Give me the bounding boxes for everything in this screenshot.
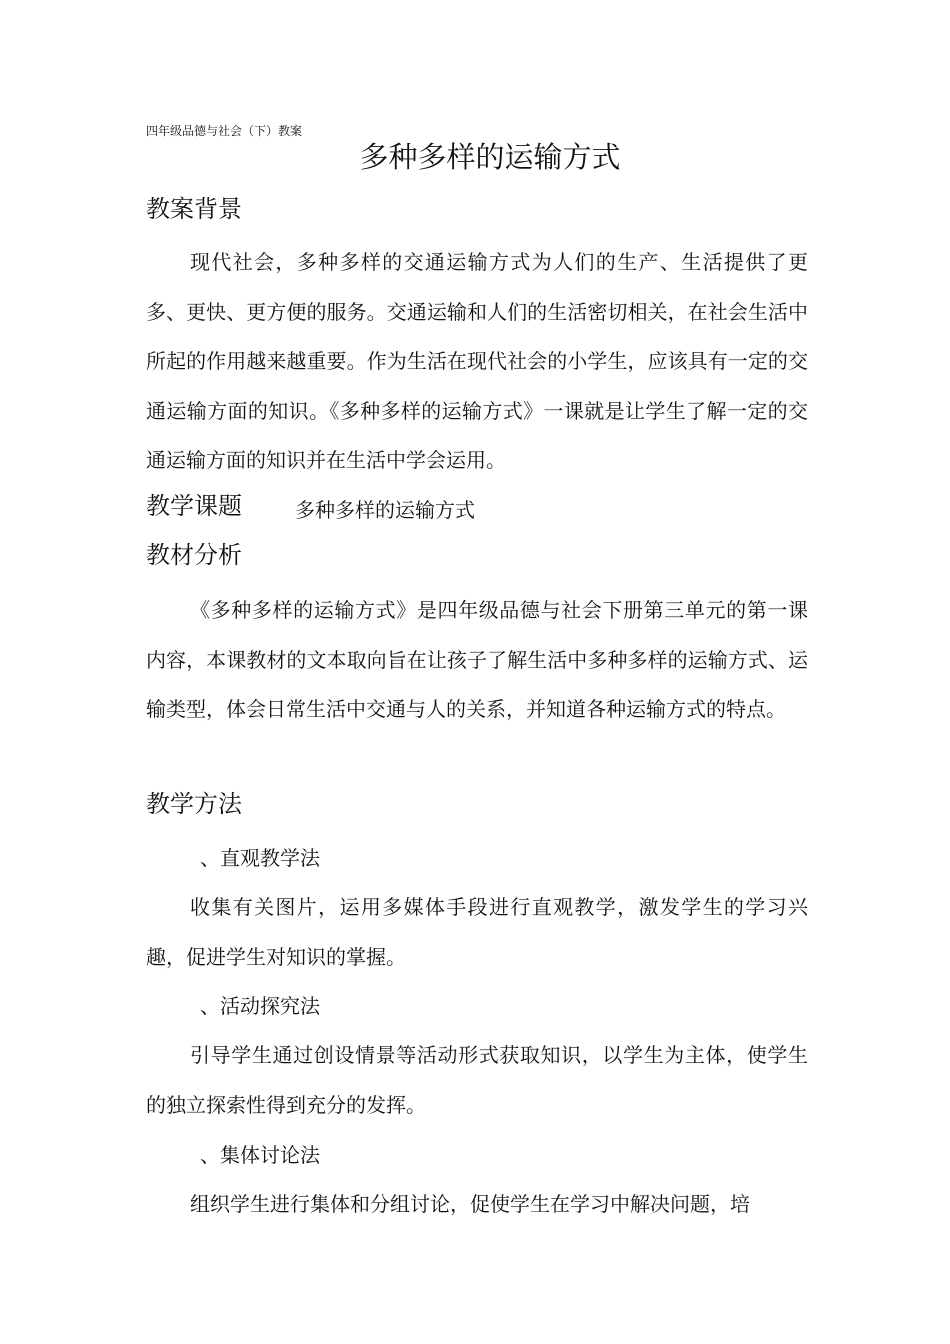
paragraph-background: 现代社会，多种多样的交通运输方式为人们的生产、生活提供了更多、更快、更方便的服务。交通运输和人们的生活密切相关，在社会生活中所起的作用越来越重要。作为生活在现代社会的小学生，应该具有一定的交通运输方面的知识。《多种多样的运输方式》一课就是让学生了解一定的交通运输方面的知识并在生活中学会运用。 xyxy=(146,250,808,472)
heading-methods: 教学方法 xyxy=(146,790,242,818)
method-text-3: 组织学生进行集体和分组讨论，促使学生在学习中解决问题，培 xyxy=(190,1192,750,1216)
document-title: 多种多样的运输方式 xyxy=(359,140,621,174)
method-label-2: 、活动探究法 xyxy=(200,994,320,1018)
header-note: 四年级品德与社会（下）教案 xyxy=(146,124,303,138)
method-label-3: 、集体讨论法 xyxy=(200,1143,320,1167)
heading-background: 教案背景 xyxy=(146,195,242,223)
topic-value: 多种多样的运输方式 xyxy=(295,498,475,522)
method-label-1: 、直观教学法 xyxy=(200,846,320,870)
method-text-1: 收集有关图片，运用多媒体手段进行直观教学，激发学生的学习兴趣，促进学生对知识的掌握。 xyxy=(146,895,808,969)
heading-analysis: 教材分析 xyxy=(146,541,242,569)
paragraph-analysis: 《多种多样的运输方式》是四年级品德与社会下册第三单元的第一课内容，本课教材的文本取向旨在让孩子了解生活中多种多样的运输方式、运输类型，体会日常生活中交通与人的关系，并知道各种运输方式的特点。 xyxy=(146,598,808,721)
method-text-2: 引导学生通过创设情景等活动形式获取知识，以学生为主体，使学生的独立探索性得到充分的发挥。 xyxy=(146,1043,808,1117)
heading-topic: 教学课题 xyxy=(146,492,242,520)
